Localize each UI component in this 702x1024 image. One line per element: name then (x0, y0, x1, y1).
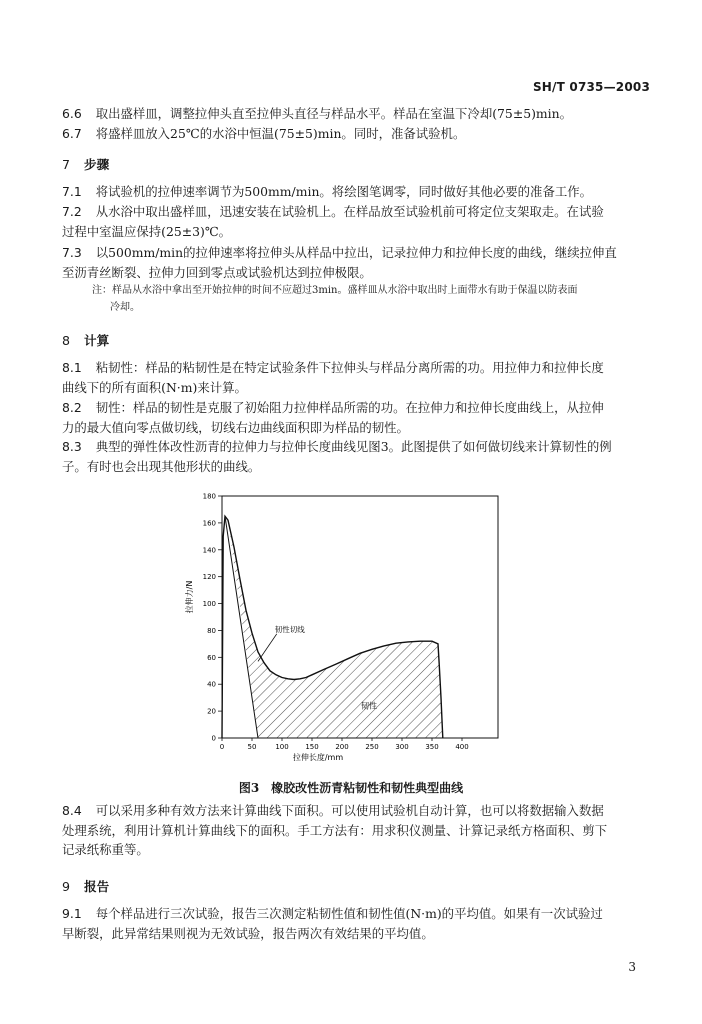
section-number: 8 (62, 333, 71, 348)
clause-8-3 (62, 437, 652, 476)
clause-number: 7.1 (62, 184, 82, 199)
clause-number: 7.3 (62, 245, 82, 260)
x-tick-label: 150 (305, 743, 319, 751)
note-7 (92, 282, 652, 316)
section-heading-7 (62, 154, 109, 173)
y-tick-label: 60 (207, 653, 216, 662)
y-tick-label: 40 (207, 680, 216, 689)
y-tick-label: 20 (207, 707, 216, 716)
clause-text-line: 早断裂，此异常结果则视为无效试验，报告两次有效结果的平均值。 (62, 925, 434, 941)
x-tick-label: 50 (247, 743, 257, 751)
clause-text-line: 以500mm/min的拉伸速率将拉伸头从样品中拉出，记录拉伸力和拉伸长度的曲线，继续拉伸直 (95, 245, 617, 260)
standard-code: SH/T 0735—2003 (532, 80, 650, 94)
note-text-line: 样品从水浴中拿出至开始拉伸的时间不应超过3min。盛样皿从水浴中取出时上面带水有助于保温以防表面 (112, 285, 578, 296)
clause-text-line: 曲线下的所有面积(N·m)来计算。 (62, 379, 247, 395)
x-tick-label: 400 (455, 743, 469, 751)
annotation-arrow (258, 634, 277, 662)
clause-number: 8.1 (62, 360, 82, 375)
clause-text-line: 粘韧性：样品的粘韧性是在特定试验条件下拉伸头与样品分离所需的功。用拉伸力和拉伸长度 (95, 360, 604, 375)
clause-8-1 (62, 358, 652, 397)
clause-7-1 (62, 182, 652, 202)
clause-number: 6.7 (62, 126, 82, 141)
clause-text-line: 可以采用多种有效方法来计算曲线下面积。可以使用试验机自动计算，也可以将数据输入数据 (95, 803, 604, 818)
section-heading-8 (62, 330, 109, 349)
clause-8-2 (62, 398, 652, 437)
x-tick-label: 100 (275, 743, 289, 751)
clause-text-line: 记录纸称重等。 (62, 842, 149, 857)
clause-6-6 (62, 104, 652, 124)
clause-number: 8.4 (62, 803, 82, 818)
clause-6-7 (62, 124, 652, 144)
clause-text-line: 韧性：样品的韧性是克服了初始阻力拉伸样品所需的功。在拉伸力和拉伸长度曲线上，从拉伸 (95, 400, 604, 415)
clause-8-4 (62, 801, 652, 860)
y-axis-label: 拉伸力/N (185, 580, 194, 614)
section-title: 步骤 (84, 157, 110, 172)
clause-number: 8.3 (62, 439, 82, 454)
x-axis-label: 拉伸长度/mm (292, 753, 344, 762)
clause-number: 8.2 (62, 400, 82, 415)
x-tick-label: 350 (425, 743, 439, 751)
clause-text-line: 处理系统，利用计算机计算曲线下的面积。手工方法有：用求积仪测量、计算记录纸方格面积、剪下 (62, 822, 608, 838)
page-number: 3 (628, 960, 636, 974)
clause-text-line: 子。有时也会出现其他形状的曲线。 (62, 458, 261, 474)
section-title: 报告 (84, 879, 110, 894)
clause-number: 6.6 (62, 106, 82, 121)
y-tick-label: 0 (211, 734, 216, 743)
y-tick-label: 120 (202, 573, 216, 582)
section-number: 7 (62, 157, 71, 172)
x-tick-label: 300 (395, 743, 409, 751)
x-tick-label: 0 (219, 743, 225, 751)
note-text-line: 冷却。 (110, 302, 140, 313)
x-tick-label: 250 (365, 743, 379, 751)
note-label: 注： (92, 285, 112, 296)
clause-text-line: 每个样品进行三次试验，报告三次测定粘韧性值和韧性值(N·m)的平均值。如果有一次试验过 (95, 906, 603, 921)
clause-text-line: 力的最大值向零点做切线，切线右边曲线面积即为样品的韧性。 (62, 419, 409, 435)
clause-9-1 (62, 904, 652, 943)
clause-text-line: 至沥青丝断裂、拉伸力回到零点或试验机达到拉伸极限。 (62, 264, 372, 280)
annotation-tangent-label: 韧性切线 (274, 624, 305, 634)
x-tick-label: 200 (335, 743, 349, 751)
clause-number: 9.1 (62, 906, 82, 921)
figure-caption: 图3 橡胶改性沥青粘韧性和韧性典型曲线 (238, 781, 464, 795)
toughness-area (228, 520, 443, 738)
clause-text-line: 从水浴中取出盛样皿，迅速安装在试验机上。在样品放至试验机前可将定位支架取走。在试验 (95, 204, 604, 219)
clause-7-3 (62, 243, 652, 282)
tangent-line (225, 516, 258, 738)
section-title: 计算 (84, 333, 110, 348)
clause-7-2 (62, 202, 652, 241)
clause-text: 将盛样皿放入25℃的水浴中恒温(75±5)min。同时，准备试验机。 (95, 126, 466, 141)
section-heading-9 (62, 876, 109, 895)
y-tick-label: 160 (202, 519, 216, 528)
tensile-curve-chart (180, 488, 520, 768)
clause-text-line: 过程中室温应保持(25±3)℃。 (62, 223, 232, 239)
y-tick-label: 180 (202, 492, 216, 501)
clause-text: 将试验机的拉伸速率调节为500mm/min。将绘图笔调零，同时做好其他必要的准备工作。 (95, 184, 593, 199)
section-number: 9 (62, 879, 71, 894)
clause-text: 取出盛样皿，调整拉伸头直至拉伸头直径与样品水平。样品在室温下冷却(75±5)min。 (95, 106, 573, 121)
clause-text-line: 典型的弹性体改性沥青的拉伸力与拉伸长度曲线见图3。此图提供了如何做切线来计算韧性的例 (95, 439, 612, 454)
y-tick-label: 100 (202, 600, 216, 609)
y-tick-label: 80 (207, 626, 216, 635)
annotation-toughness-label: 韧性 (361, 701, 377, 711)
clause-number: 7.2 (62, 204, 82, 219)
y-tick-label: 140 (202, 546, 216, 555)
